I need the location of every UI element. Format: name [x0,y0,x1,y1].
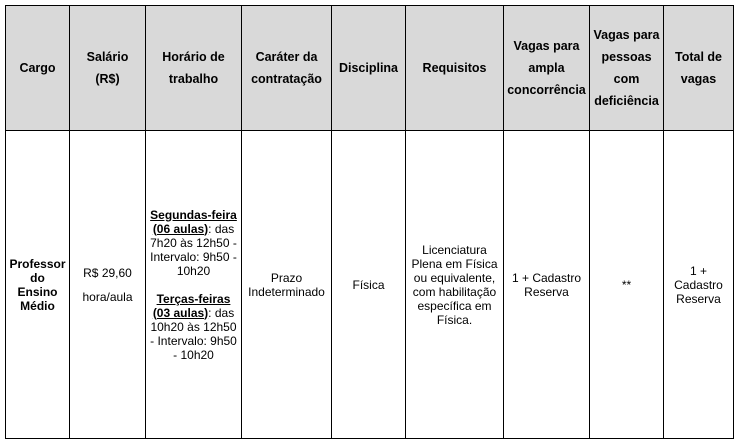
cell-horario [146,131,242,439]
header-carater: Caráter da contratação [242,6,332,131]
header-requisitos: Requisitos [406,6,504,131]
cell-vagas-ampla: 1 + Cadastro Reserva [504,131,590,439]
schedule-block-2 [149,292,238,362]
cell-vagas-pcd: ** [590,131,664,439]
salary-value: R$ 29,60 [83,265,132,280]
vacancy-table [5,5,734,439]
salary-unit: hora/aula [82,289,133,304]
header-total-vagas: Total de vagas [664,6,734,131]
schedule-block-1 [149,208,238,278]
schedule-label-2: Terças-feiras (03 aulas) [152,291,231,320]
schedule-text-1: : das 7h20 às 12h50 - Intervalo: 9h50 - 10h20 [150,221,237,278]
header-vagas-ampla: Vagas para ampla concorrência [504,6,590,131]
cell-carater: Prazo Indeterminado [242,131,332,439]
header-horario: Horário de trabalho [146,6,242,131]
header-vagas-pcd: Vagas para pessoas com deficiência [590,6,664,131]
header-row [6,6,734,131]
header-disciplina: Disciplina [332,6,406,131]
cell-requisitos: Licenciatura Plena em Física ou equivalente, com habilitação específica em Física. [406,131,504,439]
cell-salario [70,131,146,439]
schedule-text-2: : das 10h20 às 12h50 - Intervalo: 9h50 - 10h20 [150,305,237,362]
cell-cargo: Professor do Ensino Médio [6,131,70,439]
table-row [6,131,734,439]
header-salario: Salário (R$) [70,6,146,131]
cell-disciplina: Física [332,131,406,439]
schedule-label-1: Segundas-feira (06 aulas) [150,207,237,236]
cell-total-vagas: 1 + Cadastro Reserva [664,131,734,439]
header-cargo: Cargo [6,6,70,131]
